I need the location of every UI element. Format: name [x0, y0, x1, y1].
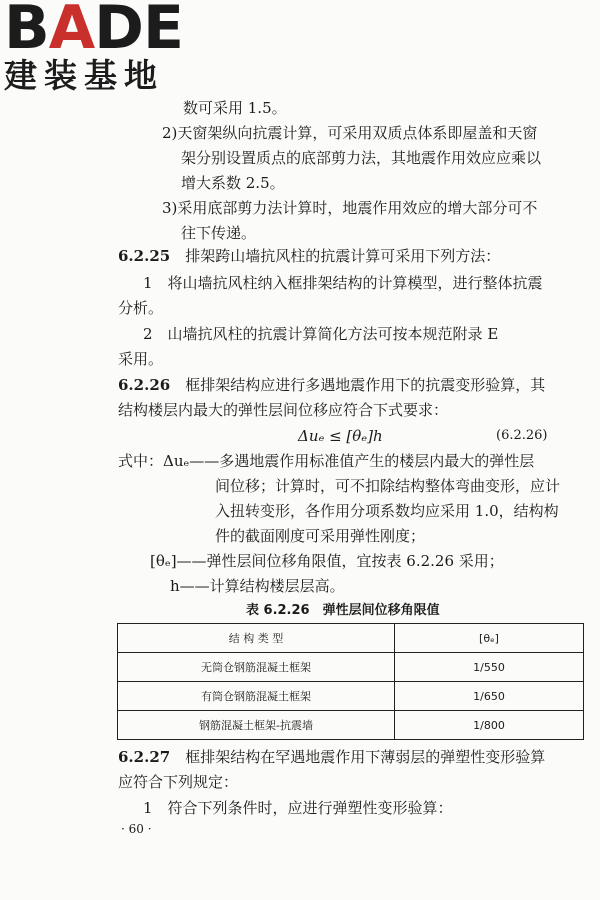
table-row — [118, 682, 584, 711]
section-6-2-26 — [118, 374, 545, 396]
text-line: 2)天窗架纵向抗震计算，可采用双质点体系即屋盖和天窗 — [162, 124, 538, 142]
section-number: 6.2.25 — [118, 247, 171, 265]
text-line: 入扭转变形，各作用分项系数均应采用 1.0，结构构 — [215, 502, 559, 520]
section-text: 排架跨山墙抗风柱的抗震计算可采用下列方法： — [185, 247, 501, 265]
table-cell: 1/650 — [395, 682, 584, 711]
table-row — [118, 653, 584, 682]
text-line: 1 将山墙抗风柱纳入框排架结构的计算模型，进行整体抗震 — [143, 274, 543, 292]
section-number: 6.2.27 — [118, 748, 171, 766]
section-text: 框排架结构在罕遇地震作用下薄弱层的弹塑性变形验算 — [185, 748, 546, 766]
text-line: 架分别设置质点的底部剪力法，其地震作用效应应乘以 — [181, 149, 542, 167]
table-cell: 1/800 — [395, 711, 584, 740]
text-line: 间位移；计算时，可不扣除结构整体弯曲变形，应计 — [215, 477, 561, 495]
text-line: [θₑ]——弹性层间位移角限值，宜按表 6.2.26 采用； — [150, 552, 504, 570]
table-cell: 有筒仓钢筋混凝土框架 — [118, 682, 395, 711]
formula: Δuₑ ≤ [θₑ]h — [298, 427, 383, 445]
brand-logo — [4, 0, 183, 63]
section-text: 框排架结构应进行多遇地震作用下的抗震变形验算，其 — [185, 376, 546, 394]
text-line: 数可采用 1.5。 — [183, 99, 287, 117]
table-row — [118, 711, 584, 740]
text-line: 1 符合下列条件时，应进行弹塑性变形验算： — [143, 799, 453, 817]
brand-subtitle: 建装基地 — [4, 56, 164, 95]
logo-a: A — [48, 0, 95, 63]
section-6-2-25 — [118, 245, 500, 267]
text-line: 应符合下列规定： — [118, 773, 239, 791]
text-line: 采用。 — [118, 350, 164, 368]
text-line: 件的截面刚度可采用弹性刚度； — [215, 527, 426, 545]
table-header-cell: 结 构 类 型 — [118, 624, 395, 653]
section-number: 6.2.26 — [118, 376, 171, 394]
table-header-row — [118, 624, 584, 653]
page-number: · 60 · — [121, 822, 152, 836]
text-line: 结构楼层内最大的弹性层间位移应符合下式要求： — [118, 401, 449, 419]
logo-b: B — [4, 0, 49, 63]
text-line: 2 山墙抗风柱的抗震计算简化方法可按本规范附录 E — [143, 325, 499, 343]
text-line: 式中：Δuₑ——多遇地震作用标准值产生的楼层内最大的弹性层 — [118, 452, 535, 470]
table-cell: 1/550 — [395, 653, 584, 682]
table-title: 表 6.2.26 弹性层间位移角限值 — [246, 603, 440, 618]
section-6-2-27 — [118, 746, 545, 768]
formula-number: (6.2.26) — [496, 428, 548, 443]
table-header-cell: [θₑ] — [395, 624, 584, 653]
logo-de: DE — [94, 0, 183, 63]
table-cell: 钢筋混凝土框架-抗震墙 — [118, 711, 395, 740]
table-cell: 无筒仓钢筋混凝土框架 — [118, 653, 395, 682]
text-line: 增大系数 2.5。 — [181, 174, 285, 192]
text-line: 3)采用底部剪力法计算时，地震作用效应的增大部分可不 — [162, 199, 538, 217]
text-line: 分析。 — [118, 299, 164, 317]
drift-limit-table — [117, 623, 584, 740]
text-line: h——计算结构楼层层高。 — [170, 577, 345, 595]
text-line: 往下传递。 — [181, 224, 257, 242]
